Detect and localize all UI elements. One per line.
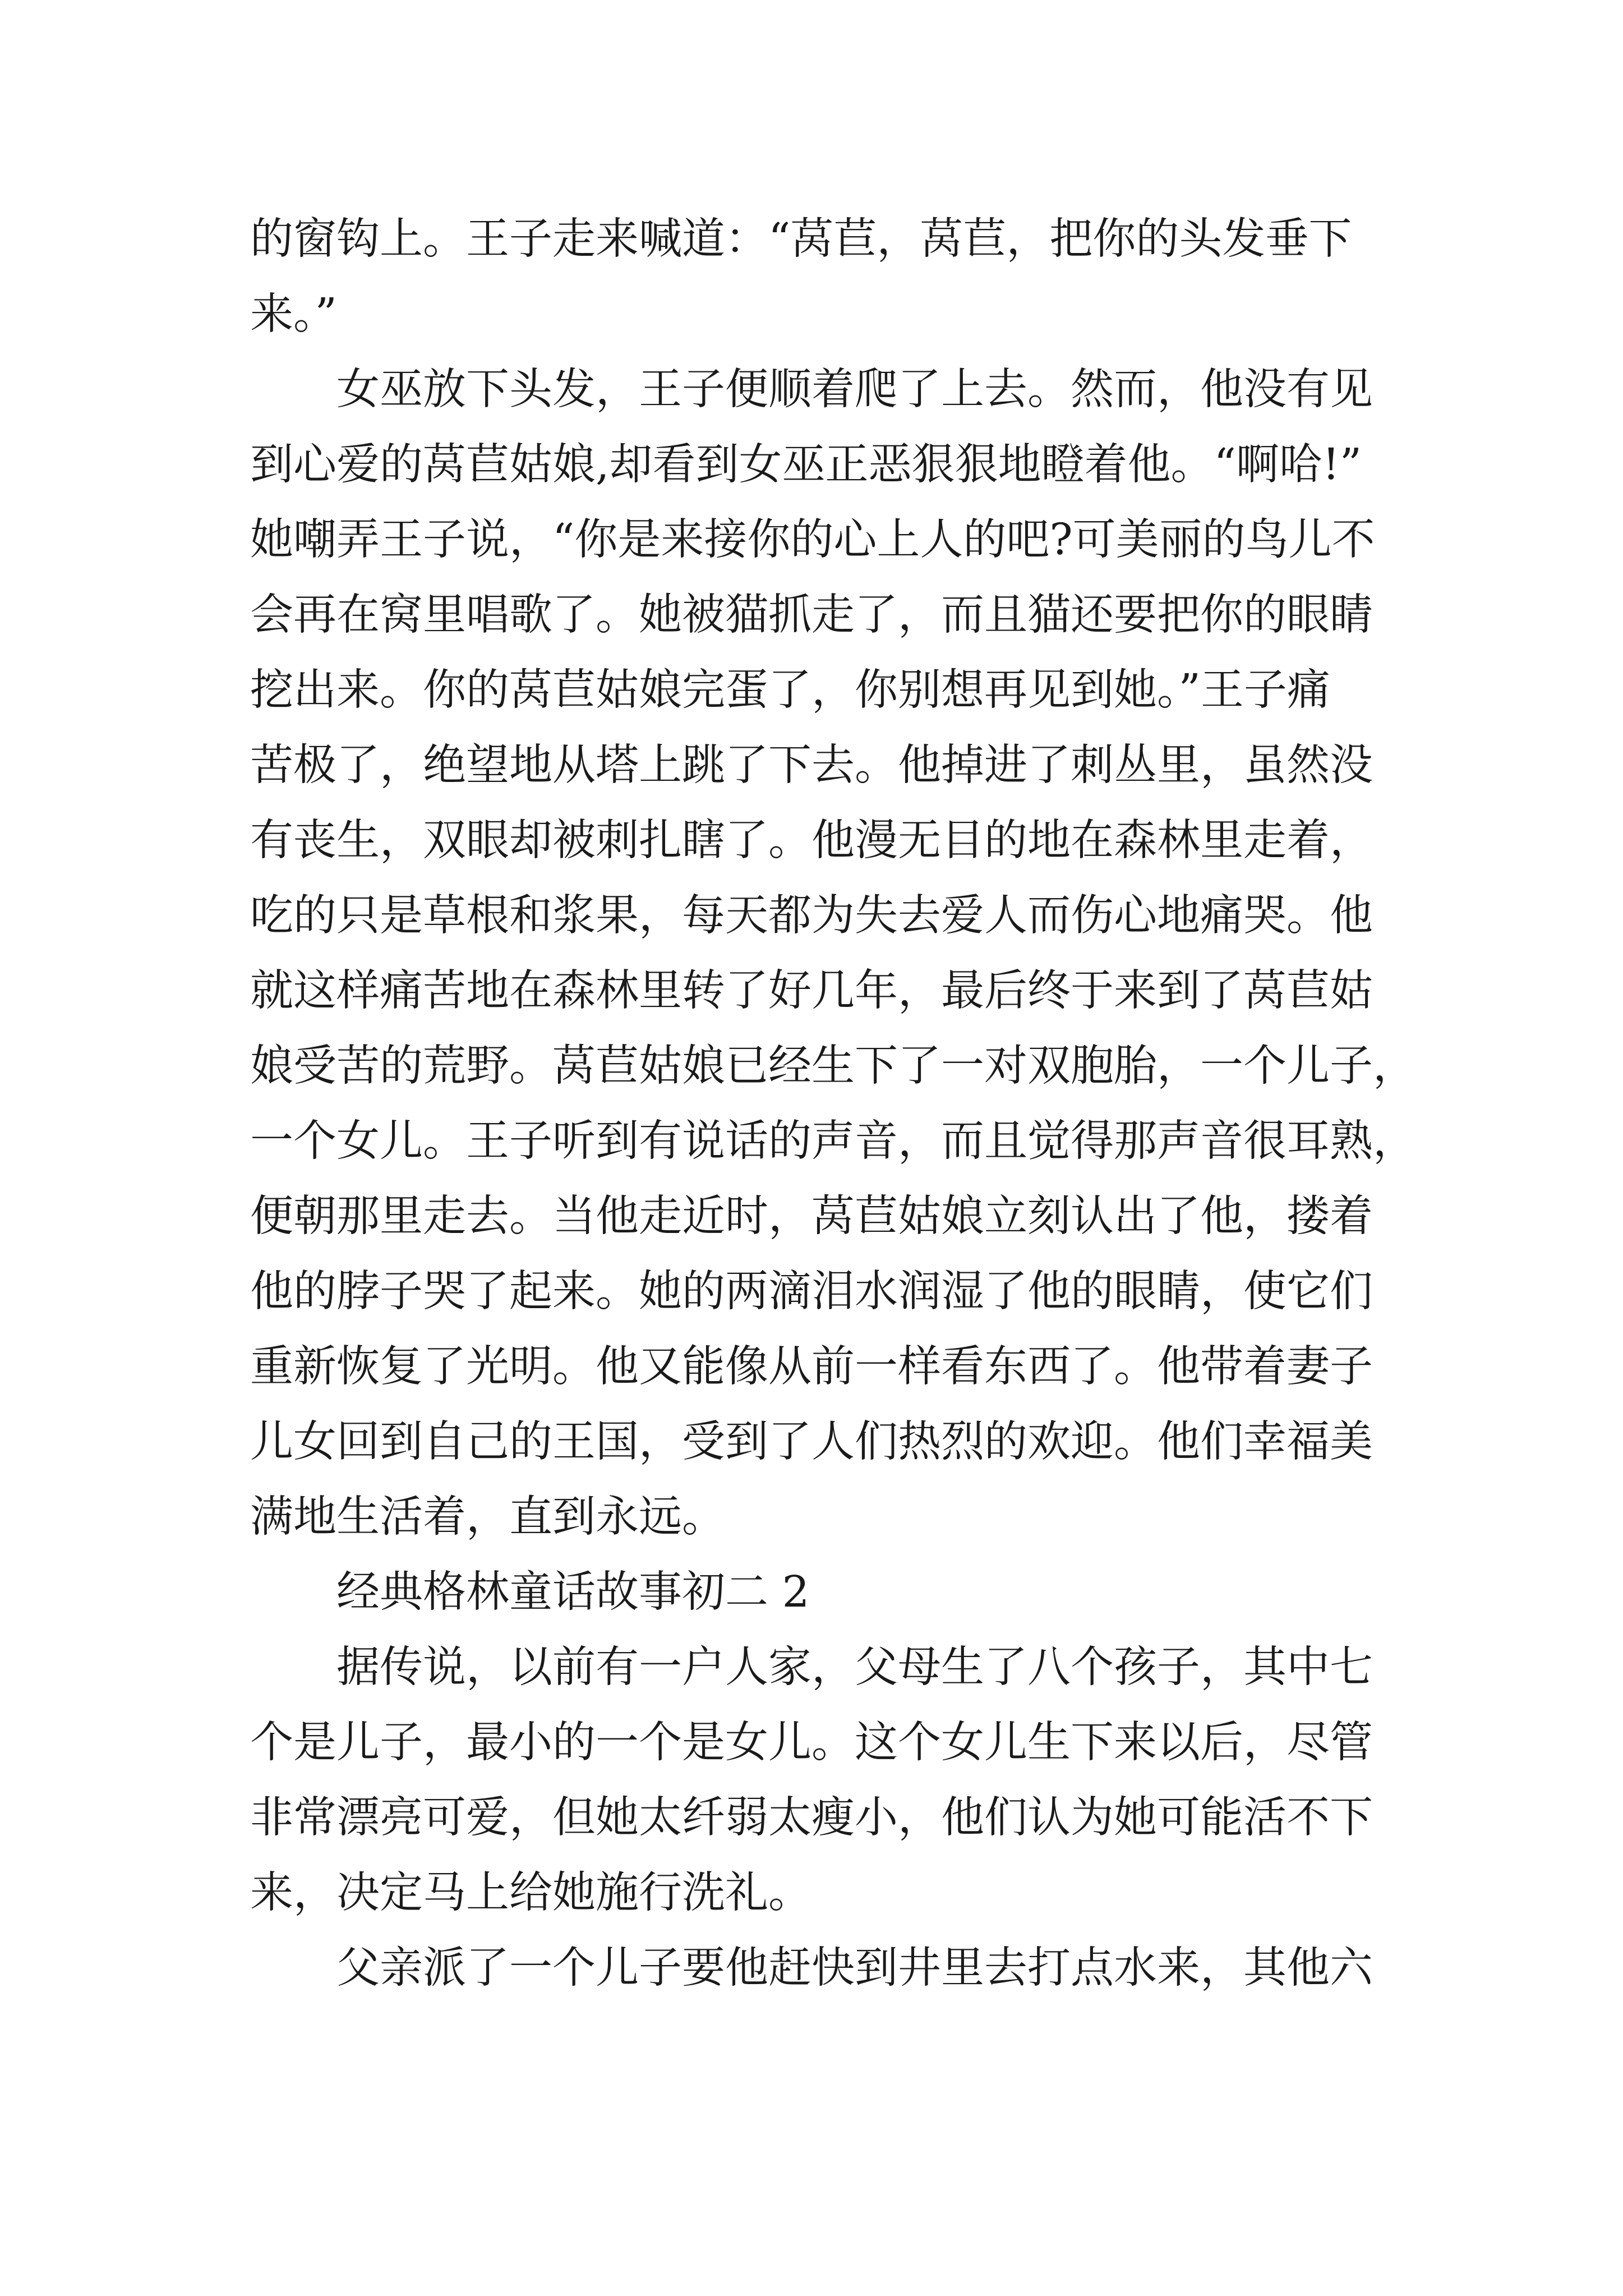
text-line: 挖出来。你的莴苣姑娘完蛋了，你别想再见到她。”王子痛 [250,665,1330,715]
text-line: 她嘲弄王子说，“你是来接你的心上人的吧?可美丽的鸟儿不 [250,515,1375,565]
text-line: 吃的只是草根和浆果，每天都为失去爱人而伤心地痛哭。他 [250,891,1373,941]
text-line: 苦极了，绝望地从塔上跳了下去。他掉进了刺丛里，虽然没 [250,740,1373,790]
text-line: 来，决定马上给她施行洗礼。 [250,1868,811,1918]
text-line: 一个女儿。王子听到有说话的声音，而且觉得那声音很耳熟， [250,1116,1416,1166]
text-line: 便朝那里走去。当他走近时，莴苣姑娘立刻认出了他，搂着 [250,1191,1373,1241]
paragraph-start-line: 父亲派了一个儿子要他赶快到井里去打点水来，其他六 [336,1943,1373,1993]
text-line: 就这样痛苦地在森林里转了好几年，最后终于来到了莴苣姑 [250,966,1373,1016]
paragraph-start-line: 女巫放下头发，王子便顺着爬了上去。然而，他没有见 [336,365,1373,415]
section-heading: 经典格林童话故事初二 2 [336,1567,810,1617]
text-line: 到心爱的莴苣姑娘,却看到女巫正恶狠狠地瞪着他。“啊哈!” [250,440,1362,490]
paragraph-start-line: 据传说，以前有一户人家，父母生了八个孩子，其中七 [336,1642,1373,1692]
text-line: 的窗钩上。王子走来喊道：“莴苣，莴苣，把你的头发垂下 [250,214,1352,264]
text-line: 他的脖子哭了起来。她的两滴泪水润湿了他的眼睛，使它们 [250,1267,1373,1317]
text-line: 重新恢复了光明。他又能像从前一样看东西了。他带着妻子 [250,1342,1373,1392]
text-line: 娘受苦的荒野。莴苣姑娘已经生下了一对双胞胎，一个儿子， [250,1041,1416,1091]
text-line: 会再在窝里唱歌了。她被猫抓走了，而且猫还要把你的眼睛 [250,590,1373,640]
document-body [250,202,1416,2006]
text-line: 个是儿子，最小的一个是女儿。这个女儿生下来以后，尽管 [250,1718,1373,1768]
text-line: 满地生活着，直到永远。 [250,1492,725,1542]
text-line: 有丧生，双眼却被刺扎瞎了。他漫无目的地在森林里走着， [250,816,1373,866]
text-line: 非常漂亮可爱，但她太纤弱太瘦小，他们认为她可能活不下 [250,1793,1373,1843]
text-line: 来。” [250,289,337,339]
text-line: 儿女回到自己的王国，受到了人们热烈的欢迎。他们幸福美 [250,1417,1373,1467]
